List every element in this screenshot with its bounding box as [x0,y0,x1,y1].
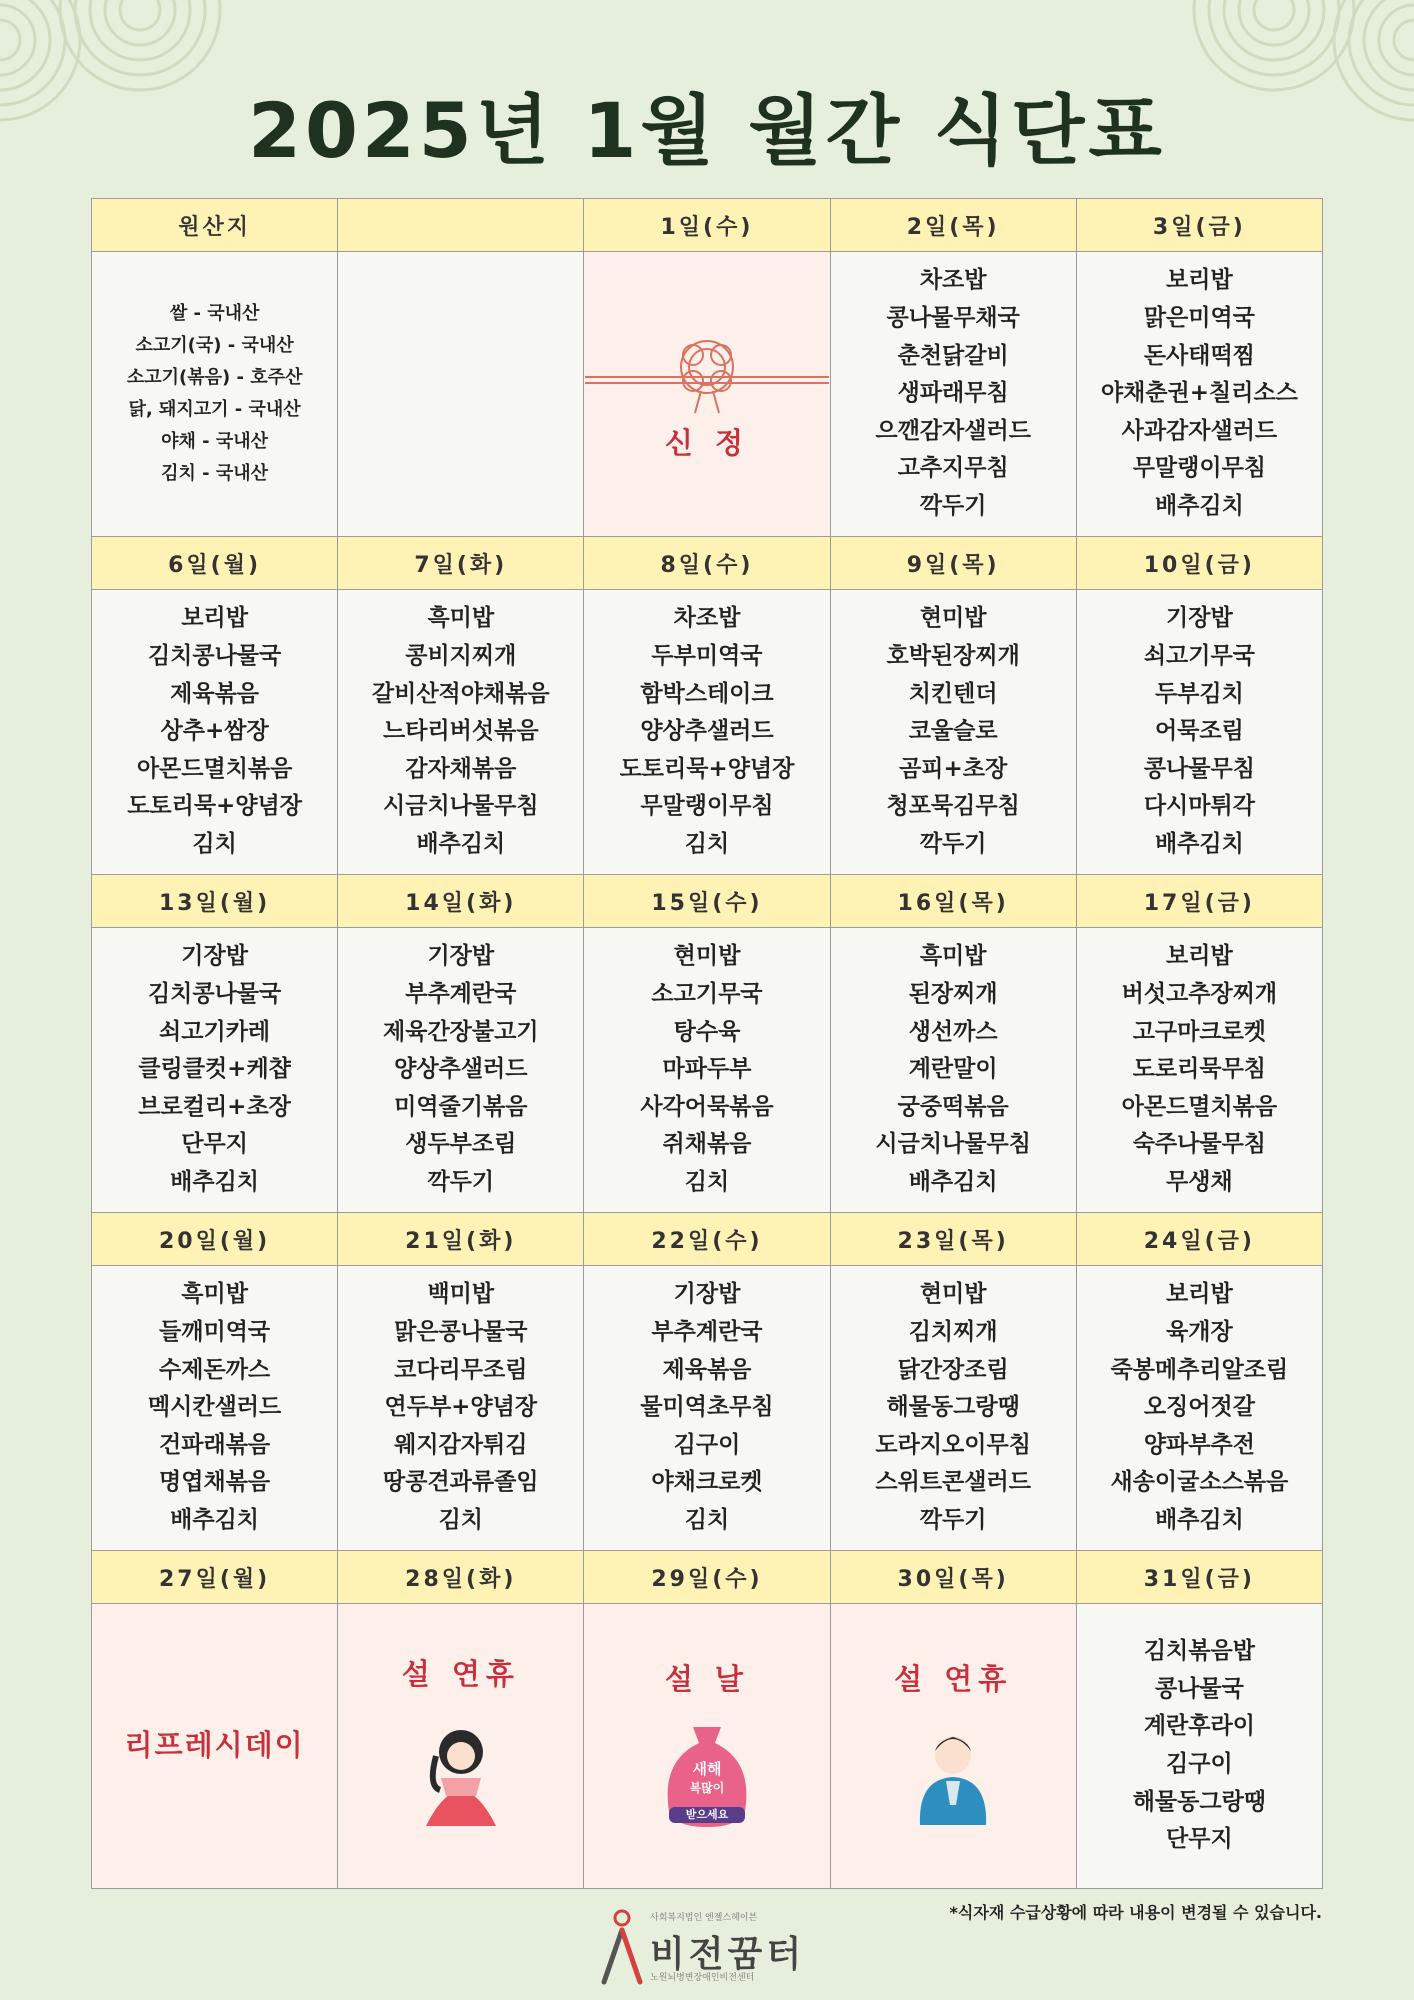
empty-cell [338,252,584,537]
menu-cell [1076,252,1322,537]
menu-item: 기장밥 [673,1281,741,1308]
menu-item: 양상추샐러드 [394,1056,528,1083]
menu-row [92,1266,1323,1551]
menu-item: 아몬드멸치볶음 [1121,1093,1278,1120]
menu-row [92,928,1323,1213]
origin-line: 김치 - 국내산 [161,463,269,484]
menu-cell [584,928,830,1213]
date-header: 6일(월) [92,537,338,590]
menu-item: 맑은콩나물국 [394,1319,528,1346]
menu-item: 계란후라이 [1143,1713,1255,1740]
menu-item: 고구마크로켓 [1132,1018,1267,1045]
menu-item: 보리밥 [1166,943,1233,970]
menu-item: 기장밥 [181,943,248,970]
origin-line: 쌀 - 국내산 [169,303,260,324]
date-header: 16일(목) [830,875,1076,928]
holiday-cell [584,252,830,537]
menu-item: 웨지감자튀김 [394,1431,528,1458]
menu-item: 현미밥 [919,605,987,632]
menu-item: 현미밥 [919,1281,987,1308]
holiday-label: 설 연휴 [894,1662,1013,1697]
menu-item: 된장찌개 [908,981,998,1008]
origin-line: 소고기(국) - 국내산 [135,335,294,356]
menu-item: 감자채볶음 [405,755,517,782]
person-logo-icon [600,1908,644,1988]
menu-item: 백미밥 [427,1281,495,1308]
menu-item: 배추김치 [1154,492,1244,519]
menu-item: 해물동그랑땡 [1132,1788,1267,1815]
menu-item: 시금치나물무침 [383,793,539,820]
menu-item: 김치 [192,830,237,857]
date-header: 23일(목) [830,1213,1076,1266]
menu-item: 김치 [438,1506,483,1533]
bag-text: 새해 [692,1759,722,1778]
menu-item: 땅콩견과류졸임 [383,1469,539,1496]
menu-item: 호박된장찌개 [886,643,1020,670]
menu-item: 청포묵김무침 [886,793,1020,820]
menu-item: 춘천닭갈비 [897,342,1009,369]
origin-line: 야채 - 국내산 [161,431,269,452]
menu-item: 스위트콘샐러드 [875,1469,1031,1496]
holiday-label: 설 연휴 [401,1657,520,1692]
menu-item: 아몬드멸치볶음 [136,755,293,782]
bag-text: 복많이 [689,1780,725,1795]
menu-item: 코다리무조림 [394,1356,528,1383]
menu-item: 차조밥 [673,605,741,632]
menu-cell [92,590,338,875]
menu-cell [584,1266,830,1551]
menu-item: 배추김치 [1154,830,1244,857]
menu-cell [92,1266,338,1551]
menu-item: 도토리묵+양념장 [619,755,795,782]
menu-cell [830,252,1076,537]
menu-item: 수제돈까스 [159,1356,271,1383]
menu-item: 생두부조림 [405,1131,517,1158]
date-header: 17일(금) [1076,875,1322,928]
menu-item: 다시마튀각 [1143,793,1255,820]
menu-item: 단무지 [181,1131,248,1158]
origin-header: 원산지 [92,199,338,252]
date-header: 31일(금) [1076,1551,1322,1604]
holiday-label: 설 날 [664,1662,750,1697]
menu-item: 브로컬리+초장 [138,1093,291,1120]
bag-text: 받으세요 [685,1807,729,1821]
date-header: 8일(수) [584,537,830,590]
menu-item: 제육간장불고기 [383,1018,539,1045]
menu-item: 흑미밥 [427,605,495,632]
date-header-row [92,1213,1323,1266]
holiday-cell [338,1604,584,1889]
menu-item: 새송이굴소스볶음 [1110,1469,1289,1496]
menu-item: 김구이 [673,1431,741,1458]
menu-cell [584,590,830,875]
menu-item: 치킨텐더 [908,680,998,707]
menu-item: 죽봉메추리알조림 [1110,1356,1289,1383]
menu-item: 생파래무침 [897,380,1009,407]
page-title: 2025년 1월 월간 식단표 [248,86,1166,175]
date-header-row [92,199,1323,252]
menu-item: 김치 [684,1506,730,1533]
menu-item: 배추김치 [170,1168,260,1195]
origin-cell [92,252,338,537]
menu-item: 쇠고기무국 [1143,643,1255,670]
menu-item: 깍두기 [427,1168,495,1195]
menu-item: 콩나물국 [1154,1675,1244,1702]
menu-item: 콩비지찌개 [405,643,517,670]
menu-item: 맑은미역국 [1143,305,1255,332]
menu-cell [830,928,1076,1213]
menu-item: 깍두기 [919,1506,987,1533]
date-header: 30일(목) [830,1551,1076,1604]
menu-item: 도라지오이무침 [875,1431,1031,1458]
logo-brand: 비전꿈터 [650,1934,806,1975]
menu-item: 배추김치 [416,830,506,857]
logo-caption: 노원뇌병변장애인비전센터 [650,1973,755,1983]
holiday-cell [584,1604,830,1889]
menu-item: 배추김치 [170,1506,260,1533]
menu-item: 소고기무국 [651,981,763,1008]
menu-item: 두부김치 [1154,680,1244,707]
menu-item: 흑미밥 [181,1281,248,1308]
menu-item: 곰피+초장 [899,755,1008,782]
menu-item: 김치콩나물국 [147,643,282,670]
menu-item: 단무지 [1166,1826,1233,1853]
date-header: 28일(화) [338,1551,584,1604]
date-header-row [92,875,1323,928]
menu-item: 보리밥 [1166,1281,1233,1308]
empty-header [338,199,584,252]
menu-item: 어묵조림 [1154,718,1244,745]
menu-item: 건파래볶음 [159,1431,271,1458]
menu-cell [830,590,1076,875]
date-header: 1일(수) [584,199,830,252]
menu-item: 부추계란국 [651,1319,763,1346]
boy-hanbok-illustration-icon [908,1721,998,1831]
menu-item: 제육볶음 [662,1356,752,1383]
menu-item: 느타리버섯볶음 [383,718,539,745]
menu-item: 도로리묵무침 [1132,1056,1267,1083]
organization-logo [600,1906,820,1990]
knot-ornament-icon [585,325,829,415]
menu-item: 도토리묵+양념장 [127,793,302,820]
date-header: 15일(수) [584,875,830,928]
menu-item: 흑미밥 [919,943,987,970]
menu-row [92,590,1323,875]
date-header-row [92,537,1323,590]
menu-item: 육개장 [1166,1319,1233,1346]
menu-cell [1076,590,1322,875]
menu-cell [1076,1604,1322,1889]
menu-item: 콩나물무채국 [886,305,1020,332]
menu-item: 김구이 [1166,1751,1233,1777]
menu-cell [338,928,584,1213]
menu-item: 배추김치 [1154,1506,1244,1533]
date-header: 2일(목) [830,199,1076,252]
menu-item: 오징어젓갈 [1143,1394,1255,1421]
menu-item: 코울슬로 [908,718,998,745]
menu-cell [1076,928,1322,1213]
date-header: 7일(화) [338,537,584,590]
menu-item: 마파두부 [662,1056,752,1083]
menu-row [92,252,1323,537]
holiday-cell [92,1604,338,1889]
menu-item: 두부미역국 [651,643,763,670]
menu-item: 물미역초무침 [640,1394,774,1421]
date-header: 14일(화) [338,875,584,928]
menu-item: 들깨미역국 [159,1319,271,1346]
menu-item: 연두부+양념장 [384,1394,538,1421]
menu-item: 돈사태떡찜 [1143,342,1255,369]
menu-item: 무생채 [1166,1168,1233,1195]
footnote: *식자재 수급상황에 따라 내용이 변경될 수 있습니다. [949,1903,1322,1922]
menu-item: 배추김치 [908,1168,998,1195]
menu-item: 시금치나물무침 [875,1131,1031,1158]
origin-line: 닭, 돼지고기 - 국내산 [128,399,301,420]
menu-item: 갈비산적야채볶음 [371,680,550,707]
menu-item: 으깬감자샐러드 [875,417,1031,444]
date-header: 21일(화) [338,1213,584,1266]
date-header: 13일(월) [92,875,338,928]
menu-item: 미역줄기볶음 [394,1093,528,1120]
holiday-cell [830,1604,1076,1889]
menu-item: 김치볶음밥 [1143,1638,1255,1665]
menu-item: 계란말이 [908,1056,998,1083]
meal-plan-table [91,198,1323,1889]
holiday-label: 리프레시데이 [124,1728,305,1763]
menu-cell [338,1266,584,1551]
menu-item: 기장밥 [427,943,495,970]
menu-item: 생선까스 [908,1018,998,1045]
menu-item: 클링클컷+케챱 [138,1056,291,1083]
menu-item: 야채춘권+칠리소스 [1100,380,1298,407]
menu-item: 양상추샐러드 [640,718,774,745]
menu-item: 숙주나물무침 [1132,1131,1267,1158]
menu-cell [338,590,584,875]
menu-row [92,1604,1323,1889]
menu-item: 차조밥 [919,267,987,294]
lucky-bag-illustration-icon [655,1721,759,1831]
menu-item: 부추계란국 [405,981,517,1008]
menu-item: 기장밥 [1166,605,1233,632]
menu-item: 명엽채볶음 [159,1469,271,1496]
menu-item: 쇠고기카레 [159,1018,271,1045]
menu-item: 양파부추전 [1143,1431,1255,1458]
menu-item: 사과감자샐러드 [1121,417,1278,444]
menu-cell [830,1266,1076,1551]
girl-hanbok-illustration-icon [406,1716,516,1836]
menu-item: 함박스테이크 [640,680,774,707]
date-header-row [92,1551,1323,1604]
menu-cell [1076,1266,1322,1551]
menu-cell [92,928,338,1213]
menu-item: 버섯고추장찌개 [1121,981,1278,1008]
menu-item: 쥐채볶음 [662,1131,752,1158]
holiday-label: 신 정 [664,426,750,461]
logo-subtitle: 사회복지법인 엔젤스헤이븐 [650,1913,758,1923]
menu-item: 김치콩나물국 [147,981,282,1008]
date-header: 3일(금) [1076,199,1322,252]
menu-item: 보리밥 [1166,267,1233,294]
menu-item: 고추지무침 [897,455,1009,482]
menu-item: 깍두기 [919,830,987,857]
menu-item: 현미밥 [673,943,741,970]
menu-item: 야채크로켓 [651,1469,763,1496]
menu-item: 멕시칸샐러드 [147,1394,282,1421]
menu-item: 닭간장조림 [897,1356,1009,1383]
date-header: 22일(수) [584,1213,830,1266]
menu-item: 탕수육 [673,1018,741,1045]
menu-item: 사각어묵볶음 [640,1093,774,1120]
menu-item: 궁중떡볶음 [897,1093,1009,1120]
origin-line: 소고기(볶음) - 호주산 [126,367,303,388]
menu-item: 김치 [684,830,730,857]
menu-item: 콩나물무침 [1143,755,1255,782]
menu-item: 해물동그랑땡 [886,1394,1020,1421]
menu-item: 무말랭이무침 [640,793,774,820]
menu-item: 상추+쌈장 [160,718,269,745]
date-header: 20일(월) [92,1213,338,1266]
menu-item: 제육볶음 [170,680,260,707]
menu-item: 깍두기 [919,492,987,519]
menu-item: 김치찌개 [908,1319,998,1346]
date-header: 9일(목) [830,537,1076,590]
date-header: 29일(수) [584,1551,830,1604]
date-header: 10일(금) [1076,537,1322,590]
menu-item: 보리밥 [181,605,248,632]
menu-item: 무말랭이무침 [1132,455,1267,482]
date-header: 27일(월) [92,1551,338,1604]
menu-item: 김치 [684,1168,730,1195]
date-header: 24일(금) [1076,1213,1322,1266]
